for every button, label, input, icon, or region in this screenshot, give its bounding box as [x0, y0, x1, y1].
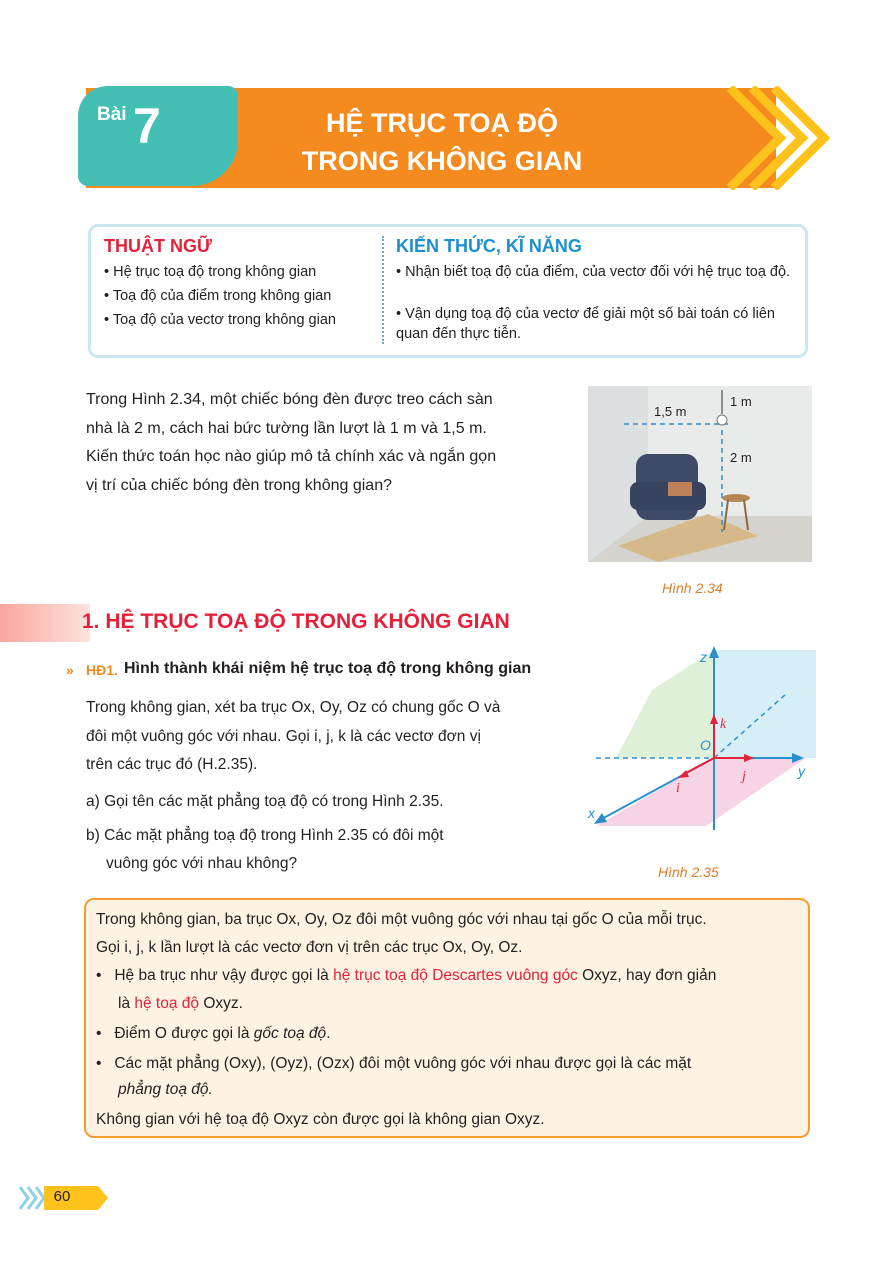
vector-i-label: i [676, 781, 680, 796]
figure-caption: Hình 2.34 [662, 580, 723, 596]
intro-line: vị trí của chiếc bóng đèn trong không gian? [86, 476, 392, 494]
intro-line: Kiến thức toán học nào giúp mô tả chính xác và ngắn gọn [86, 448, 497, 465]
vector-k-label: k [720, 717, 727, 732]
section-title: 1. HỆ TRỤC TOẠ ĐỘ TRONG KHÔNG GIAN [82, 610, 510, 633]
terms-item: • Toạ độ của điểm trong không gian [104, 288, 332, 304]
page-title-line1: HỆ TRỤC TOẠ ĐỘ [325, 108, 558, 138]
divider [382, 236, 384, 344]
terms-item: • Hệ trục toạ độ trong không gian [104, 264, 317, 280]
question-b-line2: vuông góc với nhau không? [106, 855, 298, 872]
section-bar [0, 604, 90, 642]
coordinate-axes-figure [576, 640, 816, 840]
definition-line: Không gian với hệ toạ độ Oxyz còn được gọi là không gian Oxyz. [96, 1111, 545, 1128]
skills-item: • Nhận biết toạ độ của điểm, của vectơ đối với hệ trục toạ độ. [396, 264, 791, 280]
y-axis-label: y [798, 763, 805, 779]
terms-heading: THUẬT NGỮ [104, 236, 212, 256]
skills-heading: KIẾN THỨC, KĨ NĂNG [396, 236, 582, 256]
definition-bullet: • Các mặt phẳng (Oxy), (Oyz), (Ozx) đôi một vuông góc với nhau được gọi là các mặt [96, 1055, 692, 1072]
activity-paragraph [86, 694, 558, 780]
activity-label: HĐ1. [86, 662, 118, 678]
activity-title: Hình thành khái niệm hệ trục toạ độ trong không gian [124, 660, 532, 677]
definition-line: Trong không gian, ba trục Ox, Oy, Oz đôi một vuông góc với nhau tại gốc O của mỗi trục. [96, 911, 707, 928]
activity-line: Trong không gian, xét ba trục Ox, Oy, Oz có chung gốc O và [86, 699, 501, 716]
activity-line: trên các trục đó (H.2.35). [86, 756, 258, 773]
definition-bullet-cont: phẳng toạ độ. [118, 1081, 213, 1098]
highlight-term: hệ toạ độ [134, 995, 200, 1012]
origin-label: O [700, 737, 711, 753]
question-a: a) Gọi tên các mặt phẳng toạ độ có trong Hình 2.35. [86, 793, 444, 810]
z-axis-label: z [700, 649, 707, 665]
label-1-5m: 1,5 m [654, 404, 687, 419]
definition-line: Gọi i, j, k lần lượt là các vectơ đơn vị trên các trục Ox, Oy, Oz. [96, 939, 523, 956]
label-2m: 2 m [730, 450, 752, 465]
label-1m: 1 m [730, 394, 752, 409]
page-title-line2: TRONG KHÔNG GIAN [301, 146, 583, 176]
page-number: 60 [53, 1188, 71, 1205]
definition-bullet-cont: là hệ toạ độ Oxyz. [118, 995, 243, 1012]
skills-item: • Vận dụng toạ độ của vectơ để giải một số bài toán có liên quan đến thực tiễn. [396, 306, 775, 342]
chevron-decoration-icon [680, 86, 830, 190]
x-axis-label: x [588, 805, 595, 821]
figure-caption: Hình 2.35 [658, 864, 719, 880]
question-b-line1: b) Các mặt phẳng toạ độ trong Hình 2.35 có đôi một [86, 827, 444, 844]
room-photo [588, 386, 812, 562]
intro-line: Trong Hình 2.34, một chiếc bóng đèn được treo cách sàn [86, 391, 493, 408]
activity-line: đôi một vuông góc với nhau. Gọi i, j, k là các vectơ đơn vị [86, 727, 481, 745]
vector-j-label: j [742, 769, 746, 784]
definition-bullet: • Điểm O được gọi là gốc toạ độ. [96, 1025, 331, 1042]
intro-line: nhà là 2 m, cách hai bức tường lần lượt là 1 m và 1,5 m. [86, 419, 487, 437]
lesson-word: Bài [97, 104, 127, 125]
intro-paragraph [86, 386, 566, 500]
double-chevron-icon: » [66, 662, 74, 678]
terms-item: • Toạ độ của vectơ trong không gian [104, 312, 336, 328]
definition-bullet: • Hệ ba trục như vậy được gọi là hệ trục toạ độ Descartes vuông góc Oxyz, hay đơn giản [96, 967, 717, 984]
lesson-number: 7 [133, 98, 161, 154]
highlight-term: hệ trục toạ độ Descartes vuông góc [333, 967, 578, 984]
